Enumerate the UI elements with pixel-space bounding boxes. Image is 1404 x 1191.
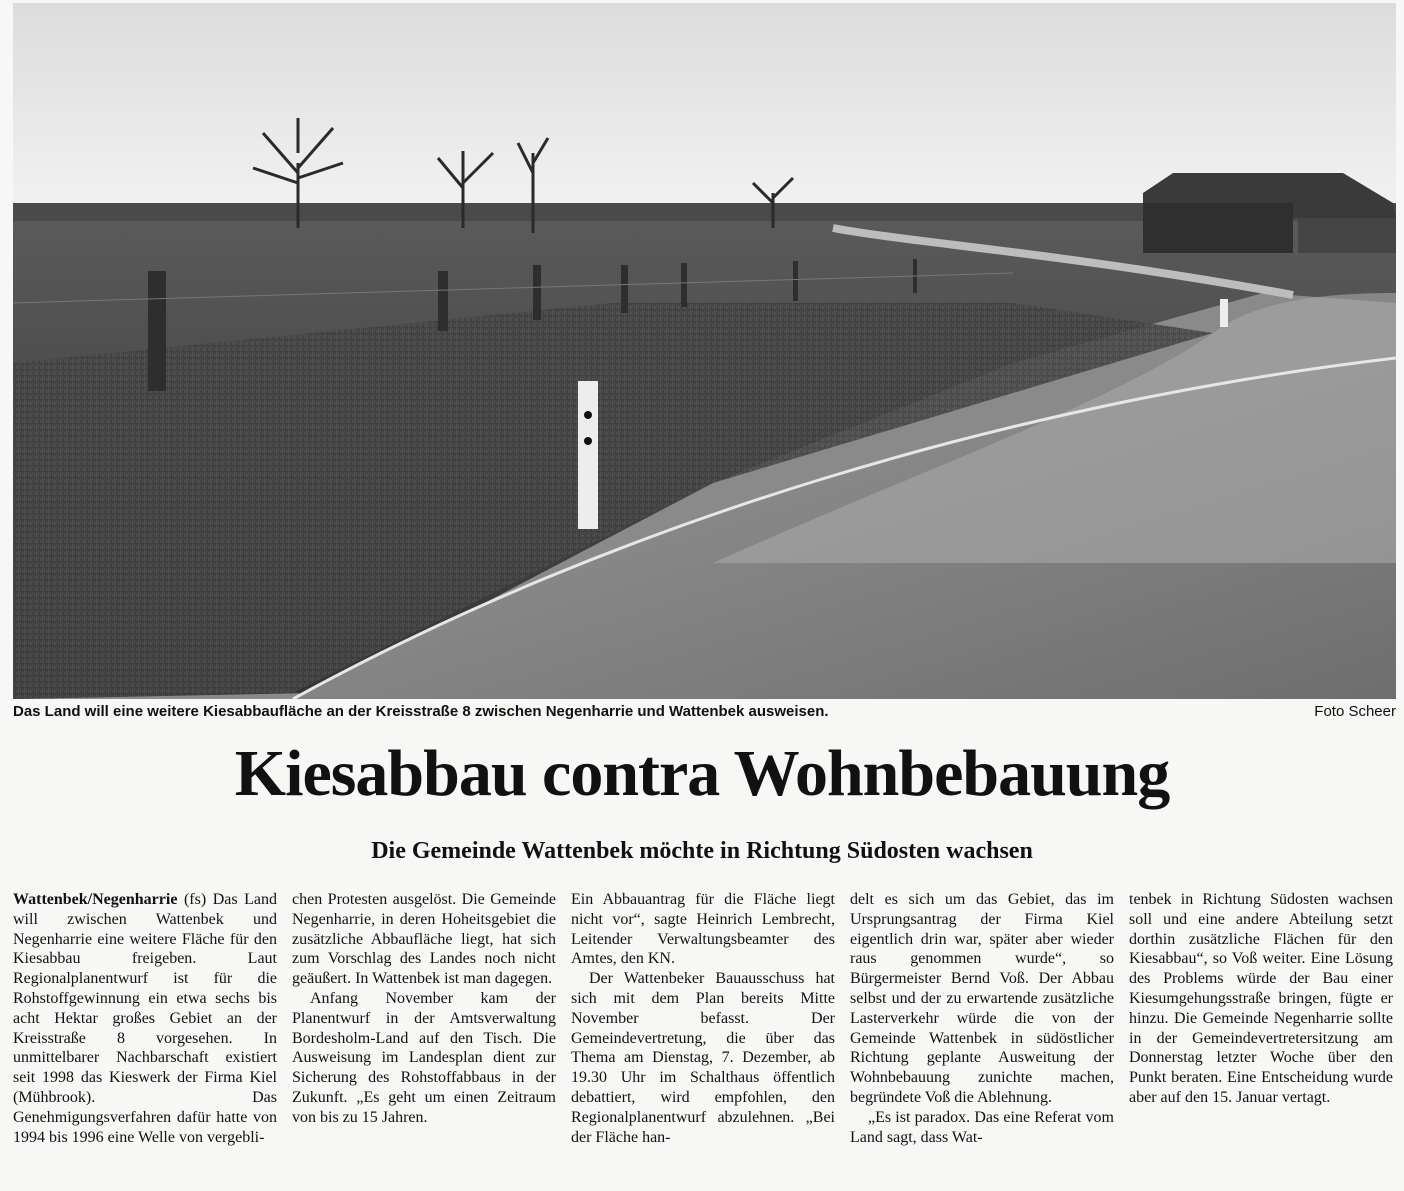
article-column-5	[1129, 890, 1393, 1108]
headline: Kiesabbau contra Wohnbebauung	[234, 737, 1170, 810]
article-paragraph: „Es ist paradox. Das eine Referat vom Land sagt, dass Wat-	[850, 1108, 1114, 1146]
photo-credit: Foto Scheer	[1314, 703, 1396, 720]
author-tag: (fs)	[183, 891, 207, 908]
article-paragraph	[13, 890, 277, 1147]
article-paragraph: chen Protesten ausgelöst. Die Gemeinde Negenharrie, in deren Hoheitsgebiet die zusätzliche Abbaufläche liegt, hat sich zum Vorschlag des Landes noch nicht geäußert. In Wattenbek ist man dagegen.	[292, 891, 556, 988]
landscape-photo-illustration	[13, 3, 1396, 699]
article-column-4	[850, 890, 1114, 1147]
paragraph-text: Das Land will zwischen Wattenbek und Negenharrie eine weitere Fläche für den Kiesabbau freigeben. Laut Regionalplanentwurf ist für die Rohstoffgewinnung ein etwa sechs bis acht Hektar großes Gebiet an der Kreisstraße 8 vorgesehen. In unmittelbarer Nachbarschaft existiert seit 1998 das Kieswerk der Firma Kiel (Mühbrook). Das Genehmigungsverfahren dafür hatte von 1994 bis 1996 eine Welle von vergebli-	[13, 891, 277, 1146]
article-body	[13, 890, 1396, 1186]
photo-caption: Das Land will eine weitere Kiesabbaufläche an der Kreisstraße 8 zwischen Negenharrie und Wattenbek ausweisen.	[13, 703, 829, 720]
photo-caption-row	[13, 701, 1396, 723]
article-paragraph: Ein Abbauantrag für die Fläche liegt nicht vor“, sagte Heinrich Lembrecht, Leitender Verwaltungsbeamter des Amtes, den KN.	[571, 891, 835, 968]
article-column-1	[13, 890, 277, 1147]
article-column-2	[292, 890, 556, 1128]
dateline: Wattenbek/Negenharrie	[13, 891, 178, 908]
article-paragraph: Anfang November kam der Planentwurf in der Amtsverwaltung Bordesholm-Land auf den Tisch. Die Ausweisung im Landesplan dient zur Sicherung des Rohstoffabbaus in der Zukunft. „Es geht um einen Zeitraum von bis zu 15 Jahren.	[292, 989, 556, 1126]
subheadline: Die Gemeinde Wattenbek möchte in Richtung Südosten wachsen	[371, 838, 1033, 864]
article-paragraph: tenbek in Richtung Südosten wachsen soll und eine andere Abteilung setzt dorthin zusätzliche Flächen für den Kiesabbau“, so Voß weiter. Eine Lösung des Problems würde der Bau einer Kiesumgehungsstraße bringen, fügte er hinzu. Die Gemeinde Negenharrie sollte in der Gemeindevertretersitzung am Donnerstag letzter Woche über den Punkt beraten. Eine Entscheidung wurde aber auf den 15. Januar vertagt.	[1129, 891, 1393, 1106]
article-paragraph: Der Wattenbeker Bauausschuss hat sich mit dem Plan bereits Mitte November befasst. Der Gemeindevertretung, die über das Thema am Dienstag, 7. Dezember, ab 19.30 Uhr im Schalthaus öffentlich debattiert, wird empfohlen, den Regionalplanentwurf abzulehnen. „Bei der Fläche han-	[571, 970, 835, 1146]
article-column-3	[571, 890, 835, 1147]
article-paragraph: delt es sich um das Gebiet, das im Ursprungsantrag der Firma Kiel eigentlich drin war, später aber wieder raus genommen wurde“, so Bürgermeister Bernd Voß. Der Abbau selbst und der zu erwartende zusätzliche Lasterverkehr würde die von der Gemeinde Wattenbek in südöstlicher Richtung geplante Ausweitung der Wohnbebauung zunichte machen, begründete Voß die Ablehnung.	[850, 891, 1114, 1106]
news-photo	[13, 3, 1396, 699]
